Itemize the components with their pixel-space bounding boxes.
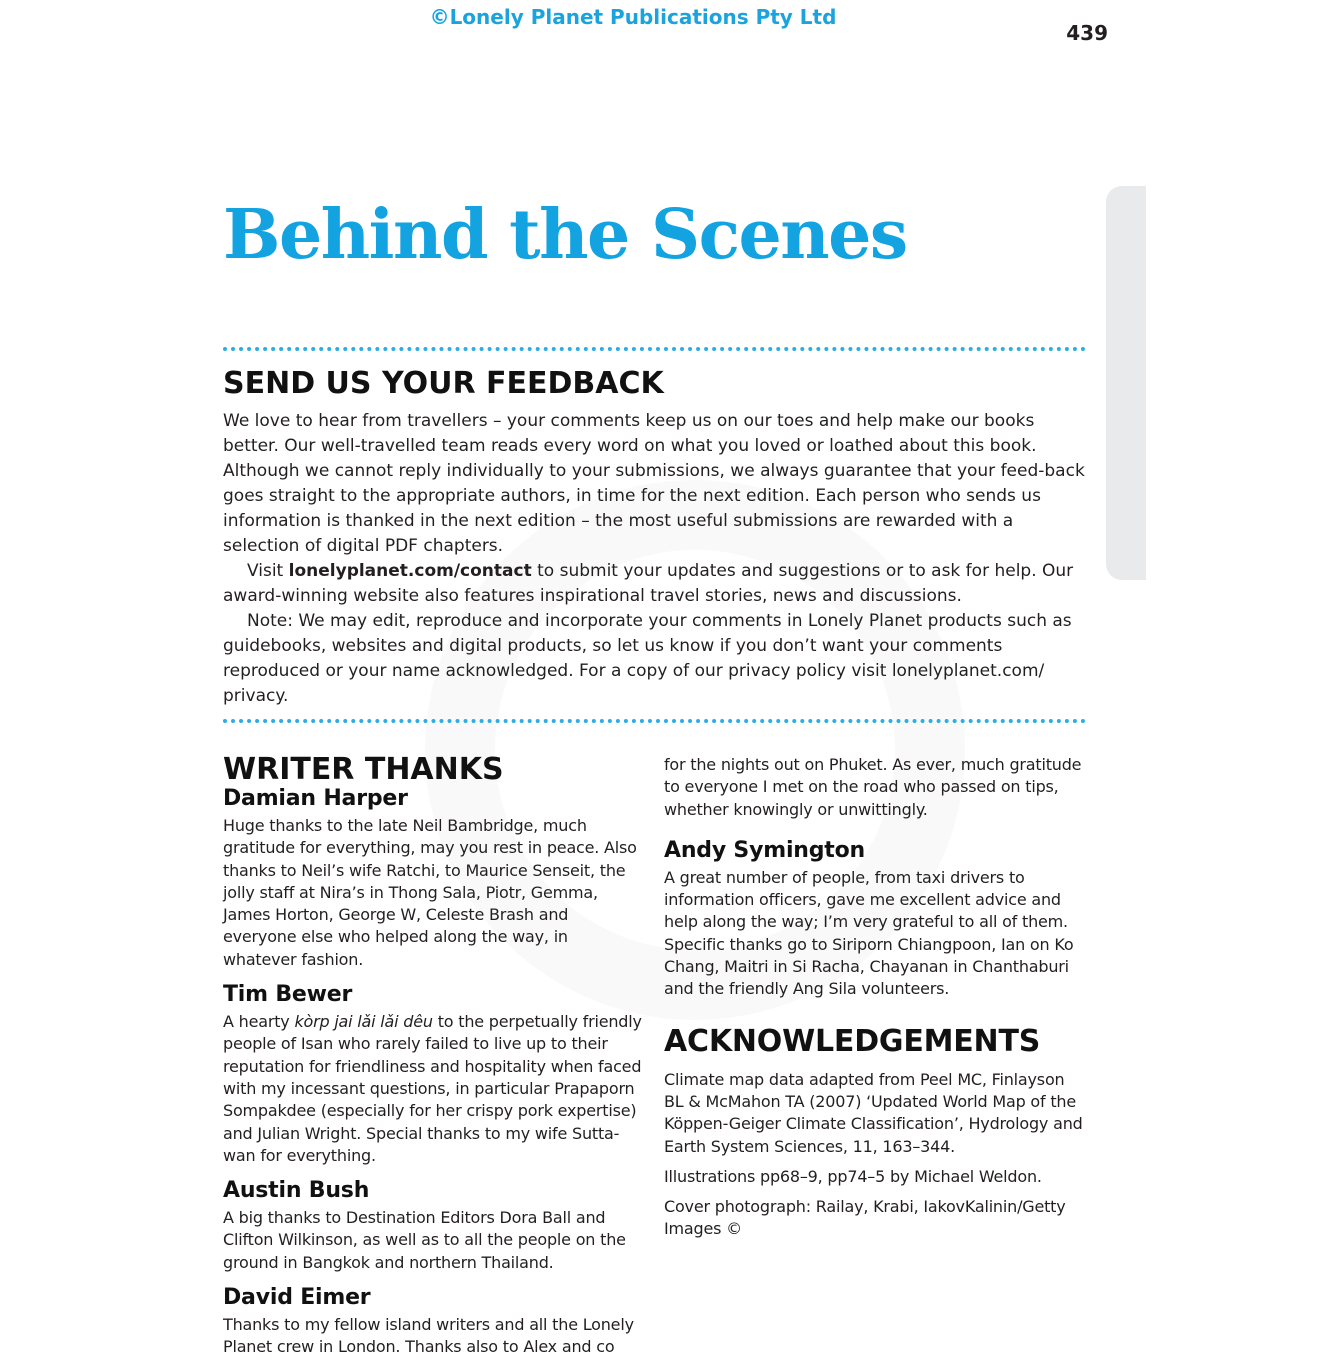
acknowledgement-item: Illustrations pp68–9, pp74–5 by Michael Weldon. xyxy=(664,1166,1042,1186)
writer-name: Andy Symington xyxy=(664,837,865,863)
writer-entry xyxy=(664,837,1084,1001)
writer-text: A great number of people, from taxi drivers to information officers, gave me excellent advice and help along the way; I’m very grateful to all of them. Specific thanks go to Siriporn Chiangpoon, Ian on Ko Chang, Maitri in Si Racha, Chayanan in Chanthaburi and the friendly Ang Sila volunteers. xyxy=(664,867,1074,999)
feedback-heading: SEND US YOUR FEEDBACK xyxy=(223,366,664,401)
writer-text: Thanks to my fellow island writers and all the Lonely Planet crew in London. Thanks also to Alex and co xyxy=(223,1315,634,1357)
writer-text: A big thanks to Destination Editors Dora Ball and Clifton Wilkinson, as well as to all the people on the ground in Bangkok and northern Thailand. xyxy=(223,1208,626,1272)
writer-name: Austin Bush xyxy=(223,1178,370,1204)
writer-name: Tim Bewer xyxy=(223,982,353,1008)
writer-text: for the nights out on Phuket. As ever, much gratitude to everyone I met on the road who passed on tips, whether knowingly or unwittingly. xyxy=(664,755,1082,819)
feedback-paragraph: Note: We may edit, reproduce and incorporate your comments in Lonely Planet products such as guidebooks, websites and digital products, so let us know if you don’t want your comments reproduced or your name acknowledged. For a copy of our privacy policy visit lonelyplanet.com/ privacy. xyxy=(223,611,1072,706)
copyright-notice: ©Lonely Planet Publications Pty Ltd xyxy=(429,5,837,29)
acknowledgement-item: Climate map data adapted from Peel MC, Finlayson BL & McMahon TA (2007) ‘Updated World Map of the Köppen-Geiger Climate Classification’, Hydrology and Earth System Sciences, 11, 163–344. xyxy=(664,1069,1083,1156)
dotted-divider xyxy=(223,719,1086,723)
acknowledgements-heading: ACKNOWLEDGEMENTS xyxy=(664,1023,1041,1059)
writer-entry xyxy=(223,1284,643,1359)
chapter-side-tab xyxy=(1106,186,1146,580)
writer-entry-continued xyxy=(664,754,1084,821)
writer-entry xyxy=(223,785,643,971)
left-column xyxy=(223,785,643,1369)
feedback-text: Visit xyxy=(247,561,289,581)
chapter-title: Behind the Scenes xyxy=(223,195,907,275)
writer-entry xyxy=(223,981,643,1167)
writer-thanks-heading: WRITER THANKS xyxy=(223,752,504,787)
writer-text xyxy=(223,1011,643,1167)
writer-text: Huge thanks to the late Neil Bambridge, much gratitude for everything, may you rest in peace. Also thanks to Neil’s wife Ratchi, to Maurice Senseit, the jolly staff at Nira’s in Thong Sala, Piotr, Gemma, James Horton, George W, Celeste Brash and everyone else who helped along the way, in whatever fashion. xyxy=(223,816,637,969)
contact-link[interactable]: lonelyplanet.com/contact xyxy=(288,561,532,581)
writer-text-part: A hearty xyxy=(223,1012,295,1032)
feedback-paragraph xyxy=(223,559,1089,609)
writer-name: David Eimer xyxy=(223,1285,371,1311)
page-number: 439 xyxy=(1066,21,1108,45)
acknowledgement-item: Cover photograph: Railay, Krabi, IakovKalinin/Getty Images © xyxy=(664,1197,1066,1239)
feedback-body xyxy=(223,409,1089,709)
writer-text-part: to the perpetually friendly people of Isan who rarely failed to live up to their reputation for friendliness and hospitality when faced with my incessant questions, in particular Prapaporn Sompakdee (especially for her crispy pork expertise) and Julian Wright. Special thanks to my wife Sutta-wan for everything. xyxy=(223,1012,642,1165)
dotted-divider xyxy=(223,347,1086,351)
writer-entry xyxy=(223,1177,643,1274)
feedback-paragraph: We love to hear from travellers – your comments keep us on our toes and help make our books better. Our well-travelled team reads every word on what you loved or loathed about this book. Although we cannot reply individually to your submissions, we always guarantee that your feed-back goes straight to the appropriate authors, in time for the next edition. Each person who sends us information is thanked in the next edition – the most useful submissions are rewarded with a selection of digital PDF chapters. xyxy=(223,411,1085,556)
right-column xyxy=(664,754,1084,1249)
writer-name: Damian Harper xyxy=(223,786,408,811)
thai-phrase: kòrp jai lǎi lǎi dêu xyxy=(294,1012,433,1032)
feedback-text: to submit your updates and suggestions or to ask for help. Our award-winning website also features inspirational travel stories, news and discussions. xyxy=(223,561,1074,606)
